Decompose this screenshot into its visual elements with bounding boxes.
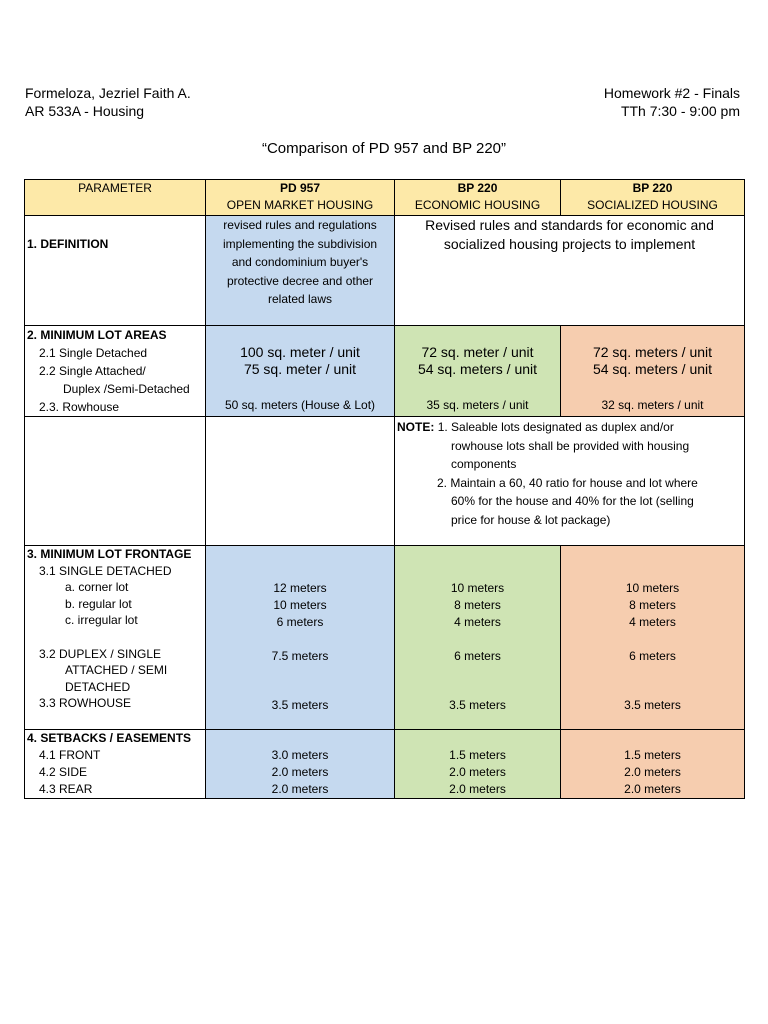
- lot-areas-label: 2. MINIMUM LOT AREAS 2.1 Single Detached 2.2 Single Attached/ Duplex /Semi-Detached 2.3. Rowhouse: [25, 326, 206, 417]
- note-empty-pd957: [206, 417, 395, 546]
- note-row: [25, 417, 745, 546]
- frontage-label: 3. MINIMUM LOT FRONTAGE 3.1 SINGLE DETACHED a. corner lot b. regular lot c. irregular lot 3.2 DUPLEX / SINGLE ATTACHED / SEMI DETACHED 3.3 ROWHOUSE: [25, 546, 206, 730]
- lot-areas-socialized: 72 sq. meters / unit 54 sq. meters / unit 32 sq. meters / unit: [561, 326, 745, 417]
- note-empty-param: [25, 417, 206, 546]
- setbacks-socialized: 1.5 meters 2.0 meters 2.0 meters: [561, 730, 745, 799]
- header-pd957: PD 957 OPEN MARKET HOUSING: [206, 180, 395, 216]
- frontage-row: [25, 546, 745, 730]
- class-schedule: TTh 7:30 - 9:00 pm: [620, 103, 740, 119]
- lot-areas-economic: 72 sq. meter / unit 54 sq. meters / unit 35 sq. meters / unit: [395, 326, 561, 417]
- setbacks-pd957: 3.0 meters 2.0 meters 2.0 meters: [206, 730, 395, 799]
- definition-pd957: revised rules and regulations implementing the subdivision and condominium buyer's protective decree and other related laws: [206, 216, 395, 326]
- document-title: “Comparison of PD 957 and BP 220”: [261, 140, 507, 157]
- header-left: [25, 84, 191, 120]
- definition-bp220: Revised rules and standards for economic and socialized housing projects to implement: [395, 216, 745, 326]
- header-bp220-socialized: BP 220 SOCIALIZED HOUSING: [561, 180, 745, 216]
- definition-row: [25, 216, 745, 326]
- homework-label: Homework #2 - Finals: [603, 85, 740, 101]
- comparison-table: [24, 179, 745, 799]
- header-bp220-economic: BP 220 ECONOMIC HOUSING: [395, 180, 561, 216]
- course-code: AR 533A - Housing: [25, 103, 145, 119]
- note-label: NOTE:: [397, 420, 435, 434]
- setbacks-label: 4. SETBACKS / EASEMENTS 4.1 FRONT 4.2 SIDE 4.3 REAR: [25, 730, 206, 799]
- note-cell: NOTE: 1. Saleable lots designated as duplex and/or rowhouse lots shall be provided with housing components 2. Maintain a 60, 40 ratio for house and lot where 60% for the house and 40% for the lot (selling price for house & lot package): [395, 417, 745, 546]
- lot-areas-row: [25, 326, 745, 417]
- frontage-economic: 10 meters 8 meters 4 meters 6 meters 3.5 meters: [395, 546, 561, 730]
- header-parameter: PARAMETER: [25, 180, 206, 216]
- setbacks-economic: 1.5 meters 2.0 meters 2.0 meters: [395, 730, 561, 799]
- header-right: [604, 84, 740, 120]
- definition-label: 1. DEFINITION: [25, 216, 206, 326]
- lot-areas-pd957: 100 sq. meter / unit 75 sq. meter / unit 50 sq. meters (House & Lot): [206, 326, 395, 417]
- table-header-row: [25, 180, 745, 216]
- frontage-pd957: 12 meters 10 meters 6 meters 7.5 meters 3.5 meters: [206, 546, 395, 730]
- frontage-socialized: 10 meters 8 meters 4 meters 6 meters 3.5 meters: [561, 546, 745, 730]
- student-name: Formeloza, Jezriel Faith A.: [25, 85, 191, 101]
- setbacks-row: [25, 730, 745, 799]
